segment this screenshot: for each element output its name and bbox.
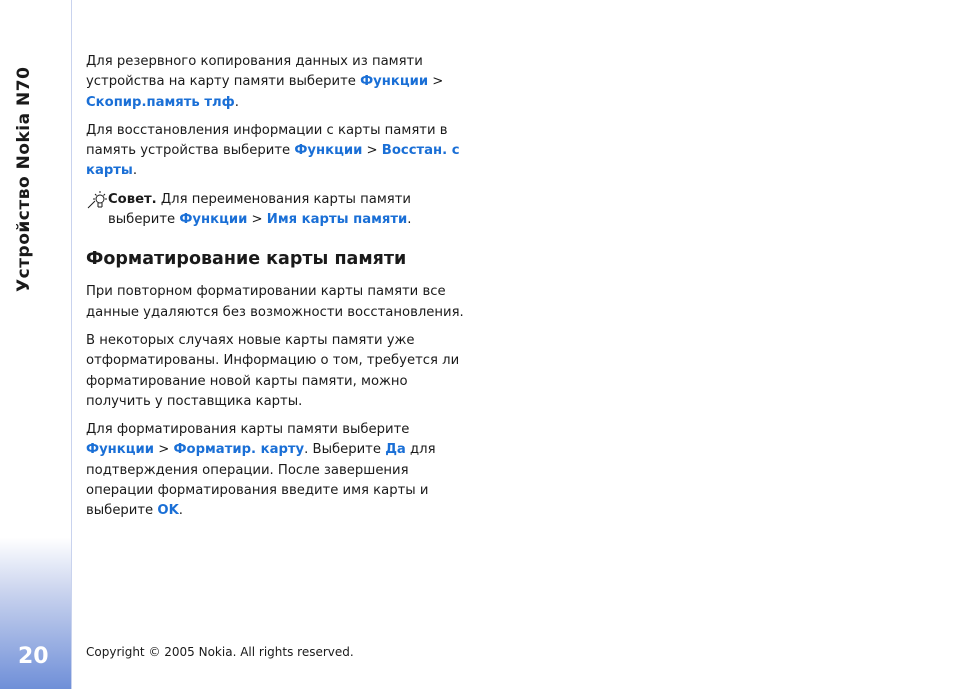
sidebar — [0, 0, 72, 689]
menu-link-rename: Имя карты памяти — [266, 212, 408, 228]
tip-line2 — [86, 210, 411, 230]
menu-link-yes: Да — [385, 442, 406, 458]
punctuation: . — [178, 503, 183, 519]
menu-link-functions: Функции — [179, 212, 248, 228]
separator: > — [428, 74, 444, 90]
paragraph-format-instructions — [86, 420, 476, 521]
section-title: Устройство Nokia N70 — [14, 66, 34, 292]
tip-label: Совет. — [108, 191, 157, 207]
menu-link-format: Форматир. карту — [173, 442, 305, 458]
paragraph-backup — [86, 52, 476, 113]
paragraph-text: Для форматирования карты памяти выберите — [86, 422, 410, 438]
punctuation: . — [234, 94, 239, 110]
paragraph-text: Для резервного копирования данных из памяти устройства на карту памяти выберите — [86, 54, 423, 90]
paragraph-restore — [86, 121, 476, 182]
paragraph-text: для подтверждения операции. После завершения операции форматирования введите имя карты и выберите — [86, 442, 436, 519]
menu-link-restore: Восстан. с карты — [86, 143, 460, 179]
main-content — [86, 52, 476, 530]
tip-block — [86, 190, 476, 231]
paragraph-text: Для восстановления информации с карты памяти в память устройства выберите — [86, 122, 448, 159]
menu-link-functions: Функции — [86, 442, 154, 458]
menu-link-functions: Функции — [294, 143, 363, 159]
menu-link-backup: Скопир.память тлф — [86, 94, 235, 110]
menu-link-functions: Функции — [360, 74, 429, 90]
paragraph-format-warning: При повторном форматировании карты памяти все данные удаляются без возможности восстановления. — [86, 284, 464, 320]
paragraph-preformatted: В некоторых случаях новые карты памяти уже отформатированы. Информацию о том, требуется ли форматирование новой карты памяти, можно получить у поставщика карты. — [86, 332, 460, 409]
tip-text-line1: Для переименования карты памяти — [156, 191, 411, 207]
separator: > — [362, 143, 382, 159]
section-heading: Форматирование карты памяти — [86, 249, 407, 270]
punctuation: . — [407, 212, 412, 228]
punctuation: . — [132, 163, 138, 179]
lightbulb-icon — [86, 190, 110, 210]
copyright-footer: Copyright © 2005 Nokia. All rights reserved. — [86, 645, 354, 659]
separator: > — [154, 442, 174, 458]
tip-text-line2: выберите — [108, 212, 180, 228]
page-number: 20 — [18, 644, 49, 669]
separator: > — [247, 212, 267, 228]
paragraph-text: . Выберите — [304, 442, 386, 458]
menu-link-ok: OK — [157, 503, 179, 519]
tip-text — [108, 190, 411, 231]
